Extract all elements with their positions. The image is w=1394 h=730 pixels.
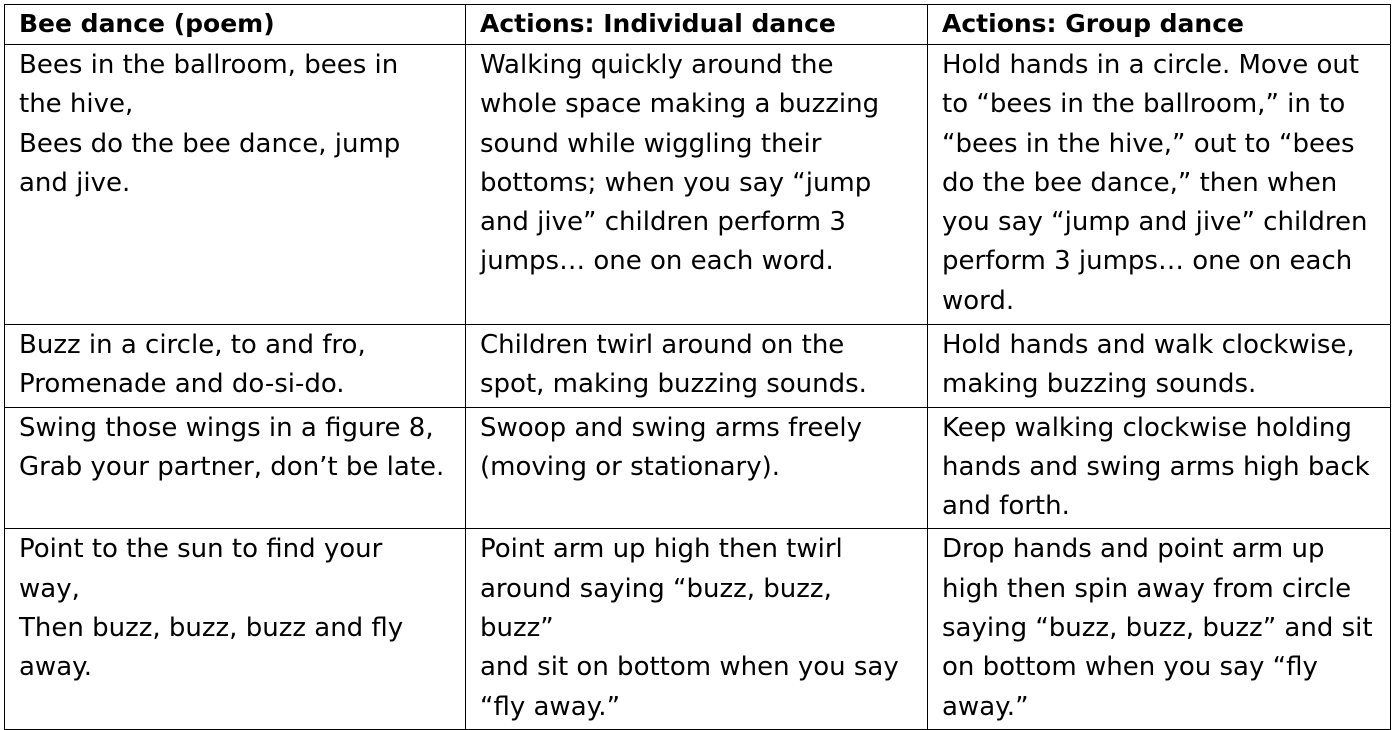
individual-action-line: and sit on bottom when you say	[480, 652, 899, 683]
group-action-line: Keep walking clockwise holding	[942, 412, 1352, 443]
poem-line: the hive,	[19, 89, 134, 120]
individual-action-line: Walking quickly around the	[480, 50, 834, 80]
poem-cell	[5, 45, 466, 325]
group-action-line: and forth.	[942, 491, 1070, 522]
group-action-cell	[928, 529, 1391, 729]
header-row	[5, 5, 1391, 45]
poem-line: Swing those wings in a figure 8,	[19, 412, 434, 443]
group-action-line: Hold hands and walk clockwise,	[942, 330, 1355, 360]
individual-action-line: bottoms; when you say “jump	[480, 167, 872, 198]
group-action-line: making buzzing sounds.	[942, 369, 1257, 400]
group-action-line: away.”	[942, 691, 1029, 722]
poem-line: Promenade and do-si-do.	[19, 369, 345, 400]
individual-action-line: and jive” children perform 3	[480, 207, 846, 238]
group-action-line: hands and swing arms high back	[942, 451, 1370, 482]
group-action-line: on bottom when you say “fly	[942, 652, 1318, 683]
individual-action-cell	[466, 529, 928, 729]
header-poem: Bee dance (poem)	[5, 5, 466, 45]
table-row	[5, 407, 1391, 529]
poem-line: Point to the sun to find your	[19, 534, 383, 565]
poem-line: Then buzz, buzz, buzz and fly	[19, 613, 404, 644]
individual-action-line: Children twirl around on the	[480, 330, 845, 360]
poem-line: and jive.	[19, 167, 131, 198]
poem-cell	[5, 325, 466, 408]
individual-action-cell	[466, 325, 928, 408]
document-page	[4, 4, 1390, 730]
individual-action-cell	[466, 407, 928, 529]
table-row	[5, 529, 1391, 729]
group-action-line: saying “buzz, buzz, buzz” and sit	[942, 613, 1373, 644]
table-row	[5, 45, 1391, 325]
header-group-dance: Actions: Group dance	[928, 5, 1391, 45]
group-action-line: you say “jump and jive” children	[942, 207, 1368, 238]
poem-line: Buzz in a circle, to and fro,	[19, 330, 366, 360]
group-action-line: to “bees in the ballroom,” in to	[942, 89, 1346, 120]
header-individual-dance: Actions: Individual dance	[466, 5, 928, 45]
group-action-line: “bees in the hive,” out to “bees	[942, 128, 1355, 159]
group-action-cell	[928, 45, 1391, 325]
individual-action-line: Swoop and swing arms freely	[480, 412, 862, 443]
individual-action-cell	[466, 45, 928, 325]
poem-line: Bees do the bee dance, jump	[19, 128, 401, 159]
poem-line: Bees in the ballroom, bees in	[19, 50, 399, 80]
individual-action-line: jumps… one on each word.	[480, 246, 834, 277]
individual-action-line: sound while wiggling their	[480, 128, 822, 159]
group-action-cell	[928, 325, 1391, 408]
poem-cell	[5, 407, 466, 529]
poem-cell	[5, 529, 466, 729]
individual-action-line: Point arm up high then twirl	[480, 534, 843, 565]
group-action-line: perform 3 jumps… one on each	[942, 246, 1353, 277]
poem-line: away.	[19, 652, 93, 683]
group-action-line: Hold hands in a circle. Move out	[942, 50, 1360, 80]
individual-action-line: around saying “buzz, buzz, buzz”	[480, 573, 832, 644]
poem-line: Grab your partner, don’t be late.	[19, 451, 445, 482]
poem-line: way,	[19, 573, 80, 604]
individual-action-line: whole space making a buzzing	[480, 89, 880, 120]
table-row	[5, 325, 1391, 408]
group-action-line: Drop hands and point arm up	[942, 534, 1325, 565]
group-action-line: do the bee dance,” then when	[942, 167, 1338, 198]
group-action-line: high then spin away from circle	[942, 573, 1352, 604]
individual-action-line: (moving or stationary).	[480, 451, 780, 482]
individual-action-line: spot, making buzzing sounds.	[480, 369, 867, 400]
group-action-cell	[928, 407, 1391, 529]
bee-dance-table	[4, 4, 1391, 730]
group-action-line: word.	[942, 285, 1015, 316]
individual-action-line: “fly away.”	[480, 691, 621, 722]
